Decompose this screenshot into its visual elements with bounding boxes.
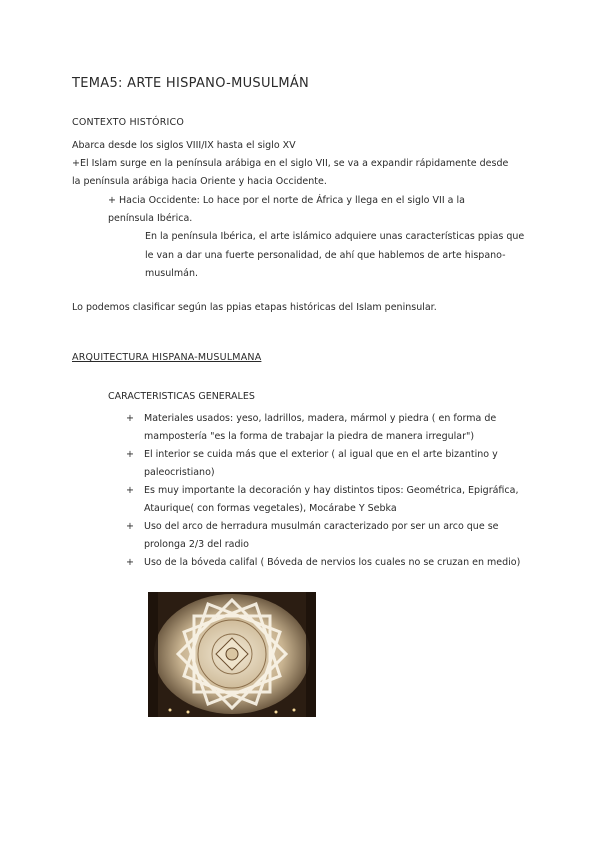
list-item-text: Uso del arco de herradura musulmán caracterizado por ser un arco que se prolonga 2/3 del radio xyxy=(144,521,499,550)
context-line-3: la península arábiga hacia Oriente y hacia Occidente. xyxy=(72,176,327,187)
bullet-plus: + xyxy=(126,521,134,532)
context-line-2: +El Islam surge en la península arábiga en el siglo VII, se va a expandir rápidamente desde xyxy=(72,158,509,169)
list-item-text: Materiales usados: yeso, ladrillos, madera, mármol y piedra ( en forma de mampostería "es la forma de trabajar la piedra de manera irregular") xyxy=(144,413,497,442)
list-item xyxy=(122,410,532,446)
list-item xyxy=(122,446,532,482)
vault-image-illustration xyxy=(148,592,316,717)
list-item-text: Uso de la bóveda califal ( Bóveda de nervios los cuales no se cruzan en medio) xyxy=(144,557,521,568)
page-title: TEMA5: ARTE HISPANO-MUSULMÁN xyxy=(72,76,310,91)
occident-line-1: + Hacia Occidente: Lo hace por el norte de África y llega en el siglo VII a la xyxy=(108,195,465,206)
subheading-general: CARACTERISTICAS GENERALES xyxy=(108,391,255,402)
bullet-plus: + xyxy=(126,557,134,568)
classification-line: Lo podemos clasificar según las ppias etapas históricas del Islam peninsular. xyxy=(72,302,437,313)
occident-line-2: península Ibérica. xyxy=(108,213,193,224)
list-item-text: El interior se cuida más que el exterior ( al igual que en el arte bizantino y paleocristiano) xyxy=(144,449,498,478)
section-heading-context: CONTEXTO HISTÓRICO xyxy=(72,117,185,128)
section-heading-architecture: ARQUITECTURA HISPANA-MUSULMANA xyxy=(72,352,262,363)
list-item xyxy=(122,482,532,518)
features-list xyxy=(122,410,532,572)
list-item xyxy=(122,554,532,572)
bullet-plus: + xyxy=(126,413,134,424)
list-item-text: Es muy importante la decoración y hay distintos tipos: Geométrica, Epigráfica, Ataurique( con formas vegetales), Mocárabe Y Sebka xyxy=(144,485,519,514)
bullet-plus: + xyxy=(126,449,134,460)
bullet-plus: + xyxy=(126,485,134,496)
list-item xyxy=(122,518,532,554)
caliphal-vault-photo xyxy=(148,592,316,717)
iberia-paragraph: En la península Ibérica, el arte islámico adquiere unas características ppias que le van a dar una fuerte personalidad, de ahí que hablemos de arte hispano-musulmán. xyxy=(145,231,525,279)
context-line-1: Abarca desde los siglos VIII/IX hasta el siglo XV xyxy=(72,140,296,151)
